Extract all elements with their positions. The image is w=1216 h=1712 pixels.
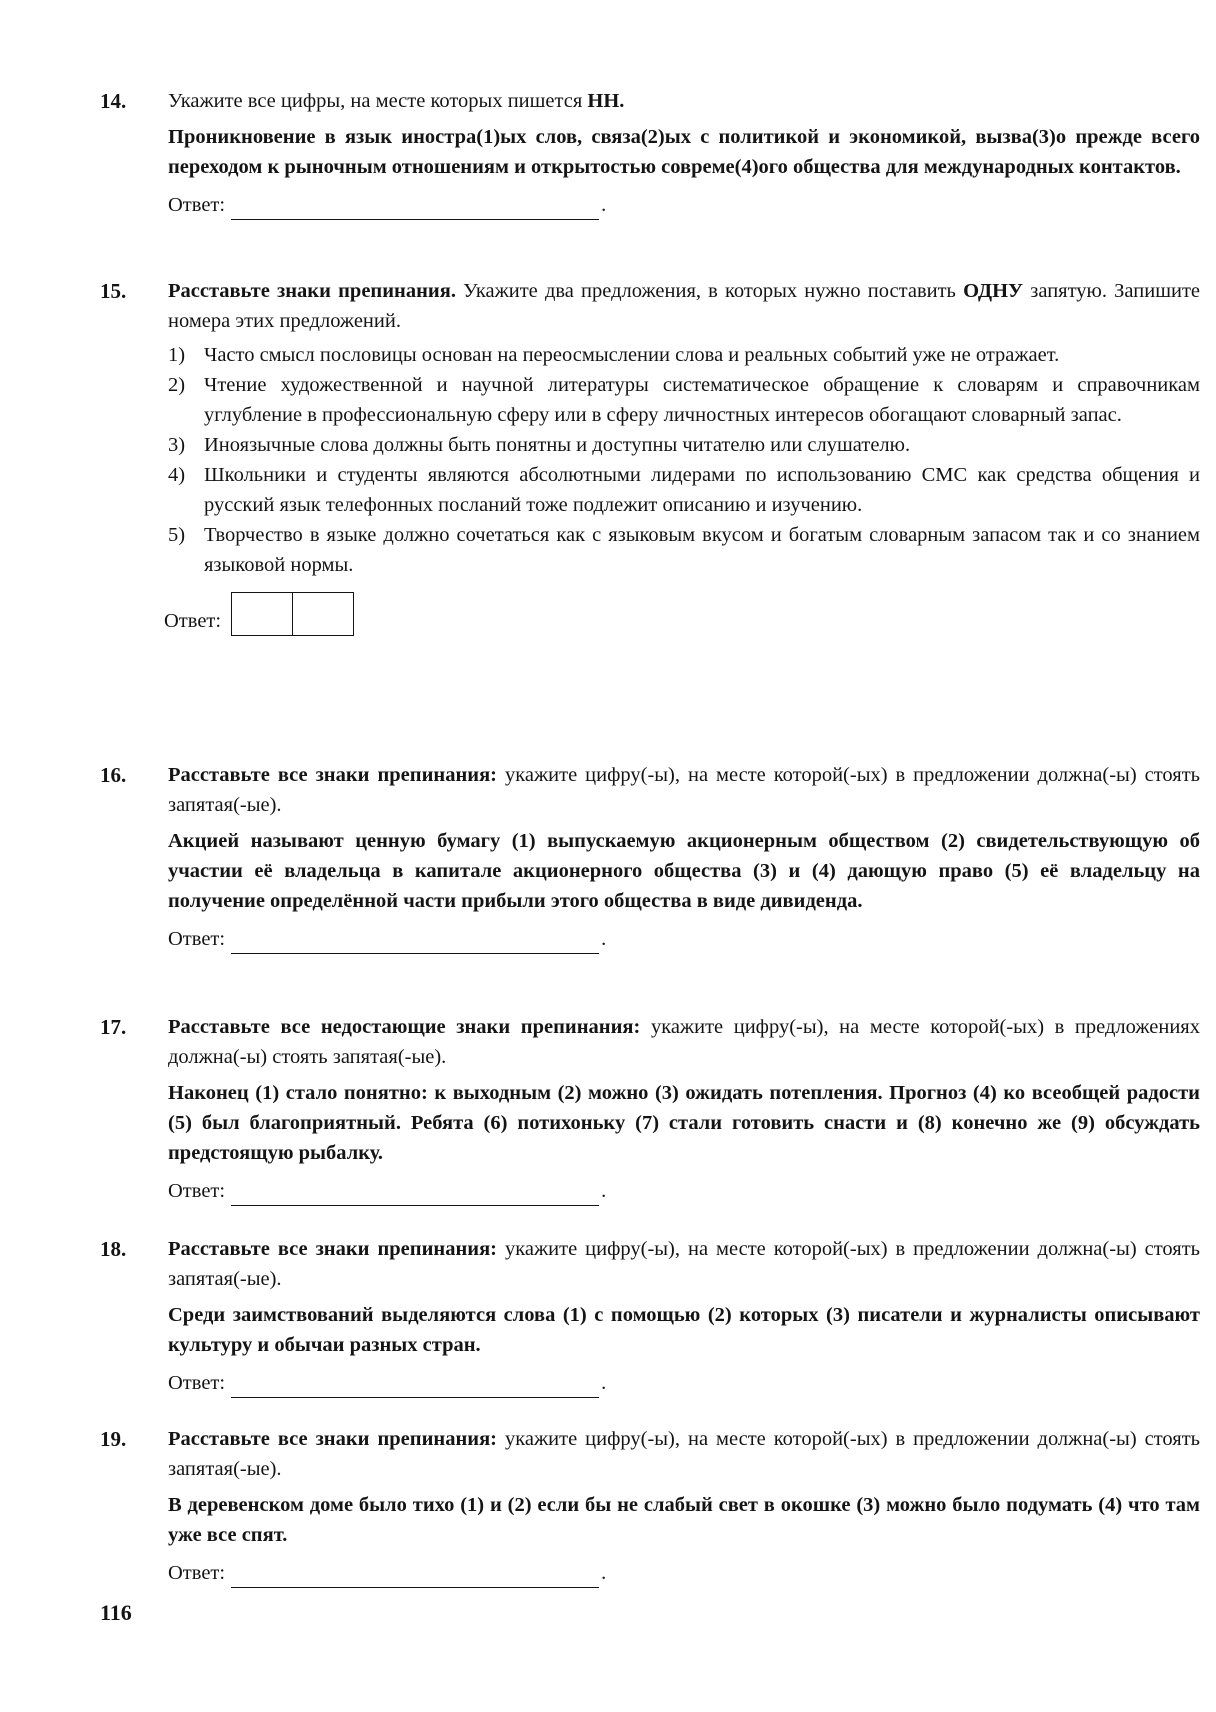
task-19 — [100, 1424, 1200, 1588]
instruction-emphasis: НН. — [587, 90, 625, 112]
option-number: 3) — [168, 434, 186, 456]
task-instruction — [168, 1424, 1200, 1484]
option-text: Школьники и студенты являются абсолютными лидерами по использованию СМС как средства общения и русский язык телефонных посланий тоже подлежит описанию и изучению. — [204, 464, 1200, 516]
list-item — [168, 520, 1200, 580]
task-text: Проникновение в язык иностра(1)ых слов, связа(2)ых с политикой и экономикой, вызва(3)о прежде всего переходом к рыночным отношениям и открытостью совреме(4)ого общества для международных контактов. — [168, 126, 1200, 178]
answer-row — [168, 1176, 1200, 1206]
option-number: 5) — [168, 524, 186, 546]
instruction-text: запятую. Запишите номера этих предложений. — [168, 280, 1201, 332]
task-17 — [100, 1012, 1200, 1206]
task-instruction — [168, 1234, 1200, 1294]
answer-boxes — [231, 592, 354, 636]
task-text: В деревенском доме было тихо (1) и (2) если бы не слабый свет в окошке (3) можно было подумать (4) что там уже все спят. — [168, 1494, 1200, 1546]
answer-row — [168, 1558, 1200, 1588]
answer-row — [164, 592, 1200, 636]
answer-label: Ответ: — [168, 194, 226, 216]
instruction-text: Укажите все цифры, на месте которых пишется — [168, 90, 588, 112]
option-text: Творчество в языке должно сочетаться как с языковым вкусом и богатым словарным запасом так и со знанием языковой нормы. — [204, 524, 1200, 576]
list-item — [168, 430, 1200, 460]
task-text: Наконец (1) стало понятно: к выходным (2) можно (3) ожидать потепления. Прогноз (4) ко всеобщей радости (5) был благоприятный. Ребята (6) потихоньку (7) стали готовить снасти и (8) конечно же (9) обсуждать предстоящую рыбалку. — [168, 1082, 1200, 1164]
answer-label: Ответ: — [164, 610, 222, 632]
list-item — [168, 340, 1200, 370]
instruction-text: укажите цифру(-ы), на месте которой(-ых) в предложении должна(-ы) стоять запятая(-ые). — [168, 1428, 1201, 1480]
answer-field[interactable] — [231, 1183, 599, 1206]
answer-row — [168, 1368, 1200, 1398]
answer-label: Ответ: — [168, 1562, 226, 1584]
instruction-text: Укажите два предложения, в которых нужно поставить — [455, 280, 964, 302]
option-text: Иноязычные слова должны быть понятны и доступны читателю или слушателю. — [204, 434, 911, 456]
option-number: 1) — [168, 344, 186, 366]
task-text: Среди заимствований выделяются слова (1) с помощью (2) которых (3) писатели и журналисты описывают культуру и обычаи разных стран. — [168, 1304, 1200, 1356]
list-item — [168, 460, 1200, 520]
instruction-emphasis: Расставьте все недостающие знаки препинания: — [168, 1016, 641, 1038]
instruction-text: укажите цифру(-ы), на месте которой(-ых) в предложениях должна(-ы) стоять запятая(-ые). — [168, 1016, 1200, 1068]
answer-box[interactable] — [231, 592, 293, 636]
task-number: 16. — [100, 763, 127, 787]
instruction-emphasis: ОДНУ — [963, 280, 1024, 302]
instruction-text: укажите цифру(-ы), на месте которой(-ых) в предложении должна(-ы) стоять запятая(-ые). — [168, 764, 1201, 816]
task-number: 18. — [100, 1237, 127, 1261]
instruction-emphasis: Расставьте знаки препинания. — [168, 280, 456, 302]
instruction-emphasis: Расставьте все знаки препинания: — [168, 1238, 498, 1260]
page-number: 116 — [100, 1600, 132, 1625]
instruction-text: укажите цифру(-ы), на месте которой(-ых) в предложении должна(-ы) стоять запятая(-ые). — [168, 1238, 1201, 1290]
answer-end: . — [601, 1180, 607, 1202]
answer-row — [168, 924, 1200, 954]
task-number: 14. — [100, 89, 127, 113]
answer-end: . — [601, 928, 607, 950]
options-list — [168, 340, 1200, 580]
instruction-emphasis: Расставьте все знаки препинания: — [168, 764, 498, 786]
answer-field[interactable] — [231, 1565, 599, 1588]
option-number: 4) — [168, 464, 186, 486]
task-14 — [100, 86, 1200, 220]
answer-box[interactable] — [293, 592, 354, 636]
answer-end: . — [601, 1562, 607, 1584]
task-number: 15. — [100, 279, 127, 303]
answer-row — [168, 190, 1200, 220]
answer-end: . — [601, 1372, 607, 1394]
answer-label: Ответ: — [168, 1372, 226, 1394]
task-number: 17. — [100, 1015, 127, 1039]
answer-label: Ответ: — [168, 1180, 226, 1202]
task-instruction — [168, 1012, 1200, 1072]
option-text: Чтение художественной и научной литературы систематическое обращение к словарям и справочникам углубление в профессиональную сферу или в сферу личностных интересов обогащают словарный запас. — [204, 374, 1200, 426]
instruction-emphasis: Расставьте все знаки препинания: — [168, 1428, 498, 1450]
answer-field[interactable] — [231, 931, 599, 954]
task-instruction — [168, 86, 1200, 116]
task-15 — [100, 276, 1200, 636]
task-16 — [100, 760, 1200, 954]
task-number: 19. — [100, 1427, 127, 1451]
answer-end: . — [601, 194, 607, 216]
list-item — [168, 370, 1200, 430]
task-instruction — [168, 760, 1200, 820]
answer-field[interactable] — [231, 1375, 599, 1398]
option-text: Часто смысл пословицы основан на переосмыслении слова и реальных событий уже не отражает. — [204, 344, 1060, 366]
task-text: Акцией называют ценную бумагу (1) выпускаемую акционерным обществом (2) свидетельствующую об участии её владельца в капитале акционерного общества (3) и (4) дающую право (5) её владельцу на получение определённой части прибыли этого общества в виде дивиденда. — [168, 830, 1200, 912]
answer-field[interactable] — [231, 197, 599, 220]
answer-label: Ответ: — [168, 928, 226, 950]
option-number: 2) — [168, 374, 186, 396]
task-18 — [100, 1234, 1200, 1398]
task-instruction — [168, 276, 1200, 336]
